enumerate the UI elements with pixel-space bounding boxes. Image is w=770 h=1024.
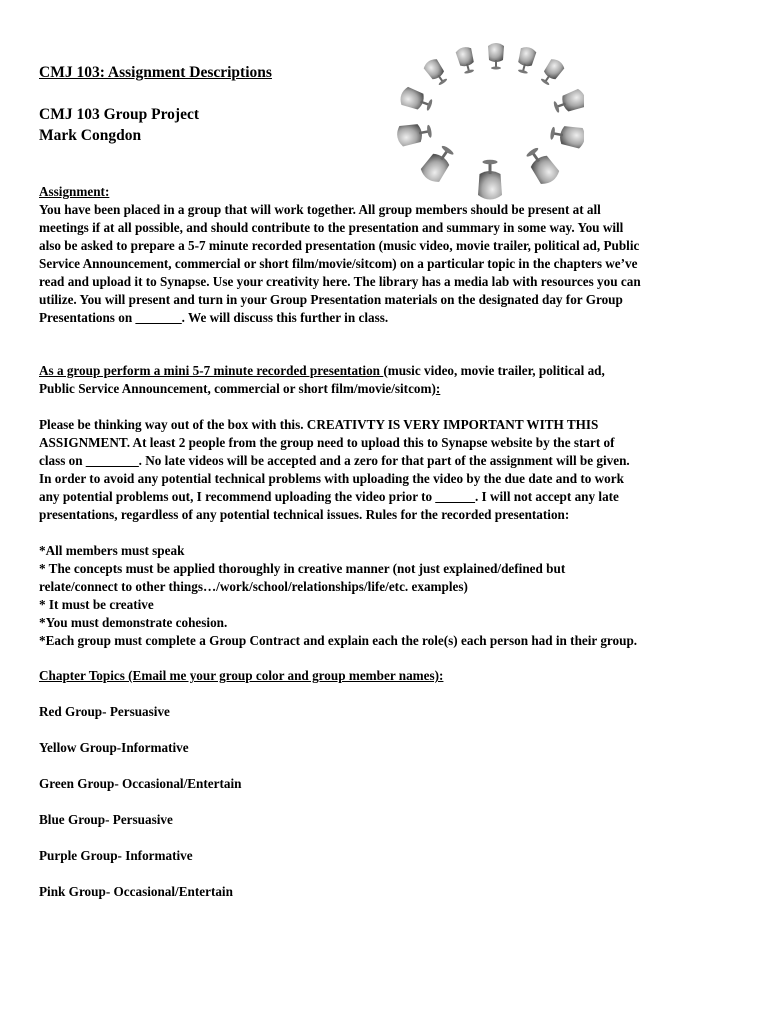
instruction-line: presentations, regardless of any potential technical issues. Rules for the recorded presentation: — [39, 507, 570, 522]
document-heading: CMJ 103: Assignment Descriptions — [39, 64, 272, 81]
author-name: Mark Congdon — [39, 127, 142, 144]
instruction-line: In order to avoid any potential technical problems with uploading the video by the due date and to work — [39, 471, 624, 486]
perform-rest: (music video, movie trailer, political ad, — [383, 363, 605, 378]
perform-line2: Public Service Announcement, commercial or short film/movie/sitcom) — [39, 381, 436, 396]
chair-icon — [396, 121, 434, 147]
instruction-line: Please be thinking way out of the box with this. CREATIVTY IS VERY IMPORTANT WITH THIS — [39, 417, 599, 432]
rule-item: *All members must speak — [39, 543, 185, 558]
chair-icon — [398, 86, 434, 115]
group-item: Pink Group- Occasional/Entertain — [39, 884, 233, 899]
chair-icon — [515, 45, 537, 75]
prior-date-blank: ______ — [435, 489, 475, 504]
assignment-line: You have been placed in a group that will work together. All group members should be present at all — [39, 202, 601, 217]
chair-icon — [549, 123, 584, 149]
assignment-line: utilize. You will present and turn in your Group Presentation materials on the designated day for Group — [39, 292, 623, 307]
perform-section — [39, 362, 739, 398]
rule-item: *Each group must complete a Group Contract and explain each the role(s) each person had in their group. — [39, 633, 638, 648]
assignment-last-end: . We will discuss this further in class. — [181, 310, 389, 325]
instruction-line — [39, 488, 739, 506]
chair-icon — [455, 45, 477, 75]
assignment-last-start: Presentations on — [39, 310, 136, 325]
chapter-topics-label: Chapter Topics (Email me your group color and group member names): — [39, 668, 444, 683]
assignment-line: Service Announcement, commercial or short film/movie/sitcom) on a particular topic in the chapters we’ve — [39, 256, 638, 271]
instruction-line — [39, 452, 739, 470]
instruction-text: class on — [39, 453, 86, 468]
assignment-line: meetings if at all possible, and should contribute to the presentation and summary in some way. You will — [39, 220, 624, 235]
rules-list — [39, 542, 739, 650]
chair-icon — [522, 144, 562, 187]
perform-underlined: As a group perform a mini 5-7 minute recorded presentation — [39, 363, 384, 378]
instruction-text: . No late videos will be accepted and a zero for that part of the assignment will be given. — [138, 453, 630, 468]
chair-icon — [418, 142, 458, 185]
chair-icon — [488, 43, 504, 70]
rule-item: relate/connect to other things…/work/school/relationships/life/etc. examples) — [39, 579, 468, 594]
assignment-label: Assignment: — [39, 184, 110, 199]
group-item: Green Group- Occasional/Entertain — [39, 776, 242, 791]
chairs-circle-illustration — [392, 42, 584, 200]
group-item: Blue Group- Persuasive — [39, 812, 173, 827]
chapter-topics-section — [39, 667, 739, 685]
project-title: CMJ 103 Group Project — [39, 106, 199, 123]
instruction-text: any potential problems out, I recommend uploading the video prior to — [39, 489, 436, 504]
perform-colon: : — [435, 381, 441, 396]
group-item: Purple Group- Informative — [39, 848, 193, 863]
rule-item: *You must demonstrate cohesion. — [39, 615, 228, 630]
assignment-line — [39, 309, 739, 327]
instruction-line: ASSIGNMENT. At least 2 people from the group need to upload this to Synapse website by the start of — [39, 435, 615, 450]
instruction-text: . I will not accept any late — [474, 489, 619, 504]
group-item: Red Group- Persuasive — [39, 704, 170, 719]
rule-item: * The concepts must be applied thoroughly in creative manner (not just explained/defined but — [39, 561, 566, 576]
assignment-section — [39, 183, 739, 327]
presentation-date-blank: _______ — [135, 310, 182, 325]
assignment-line: also be asked to prepare a 5-7 minute recorded presentation (music video, movie trailer, political ad, Public — [39, 238, 640, 253]
assignment-line: read and upload it to Synapse. Use your creativity here. The library has a media lab with resources you can — [39, 274, 641, 289]
group-item: Yellow Group-Informative — [39, 740, 189, 755]
chair-icon — [538, 57, 566, 88]
chair-icon — [422, 57, 450, 88]
upload-date-blank: ________ — [85, 453, 139, 468]
rule-item: * It must be creative — [39, 597, 154, 612]
chair-icon — [551, 88, 584, 117]
instructions-section — [39, 416, 739, 524]
